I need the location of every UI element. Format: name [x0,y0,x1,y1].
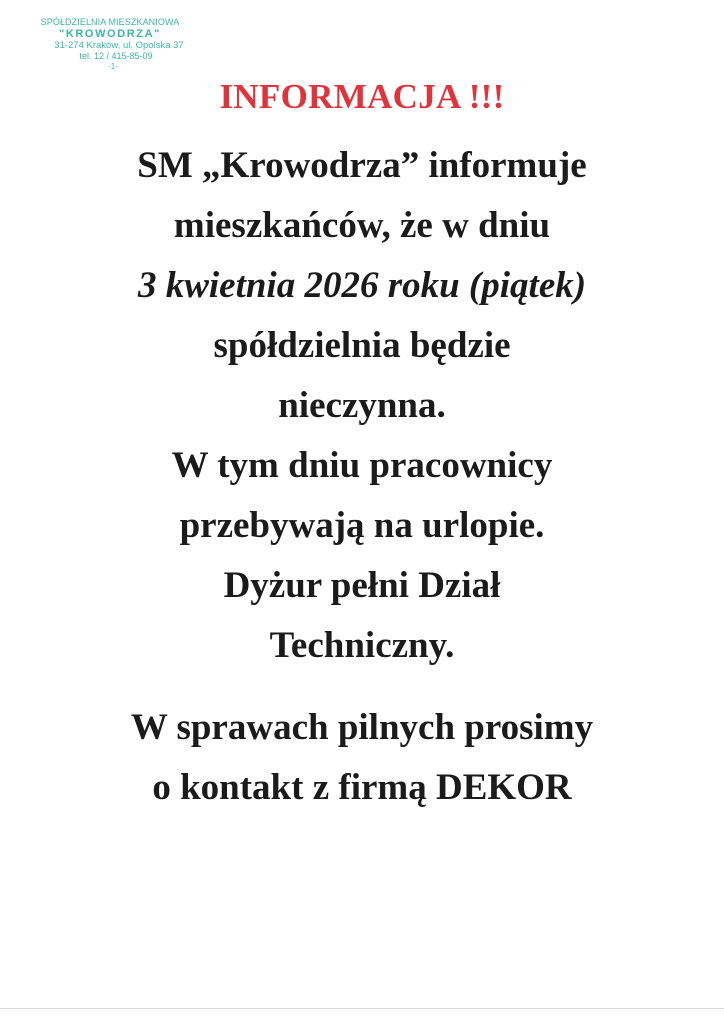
notice-line: Techniczny. [269,625,455,666]
urgent-line: o kontakt z firmą DEKOR [152,767,572,808]
notice-date-line: 3 kwietnia 2026 roku (piątek) [137,265,587,306]
stamp-line-brand: "KROWODRZA" [59,28,161,40]
notice-line: mieszkańców, że w dniu [173,205,551,246]
urgent-contact-note [0,698,724,818]
stamp-line-phone: tel. 12 / 415-85-09 [79,51,153,61]
notice-heading: INFORMACJA !!! [219,77,505,116]
stamp-line-page: -1- [108,62,118,71]
notice-line: W tym dniu pracownicy [171,445,553,486]
notice-body [0,136,724,676]
page-edge-divider [0,1008,724,1009]
notice-line: spółdzielnia będzie [213,325,511,366]
urgent-line: W sprawach pilnych prosimy [130,707,594,748]
cooperative-stamp [20,17,200,71]
stamp-line-address: 31-274 Kraków, ul. Opolska 37 [54,40,184,51]
stamp-line-name: SPÓŁDZIELNIA MIESZKANIOWA [40,17,180,27]
notice-line: Dyżur pełni Dział [223,565,501,606]
notice-line: przebywają na urlopie. [179,505,545,546]
notice-line: SM „Krowodrza” informuje [137,145,587,186]
notice-line: nieczynna. [278,385,446,426]
